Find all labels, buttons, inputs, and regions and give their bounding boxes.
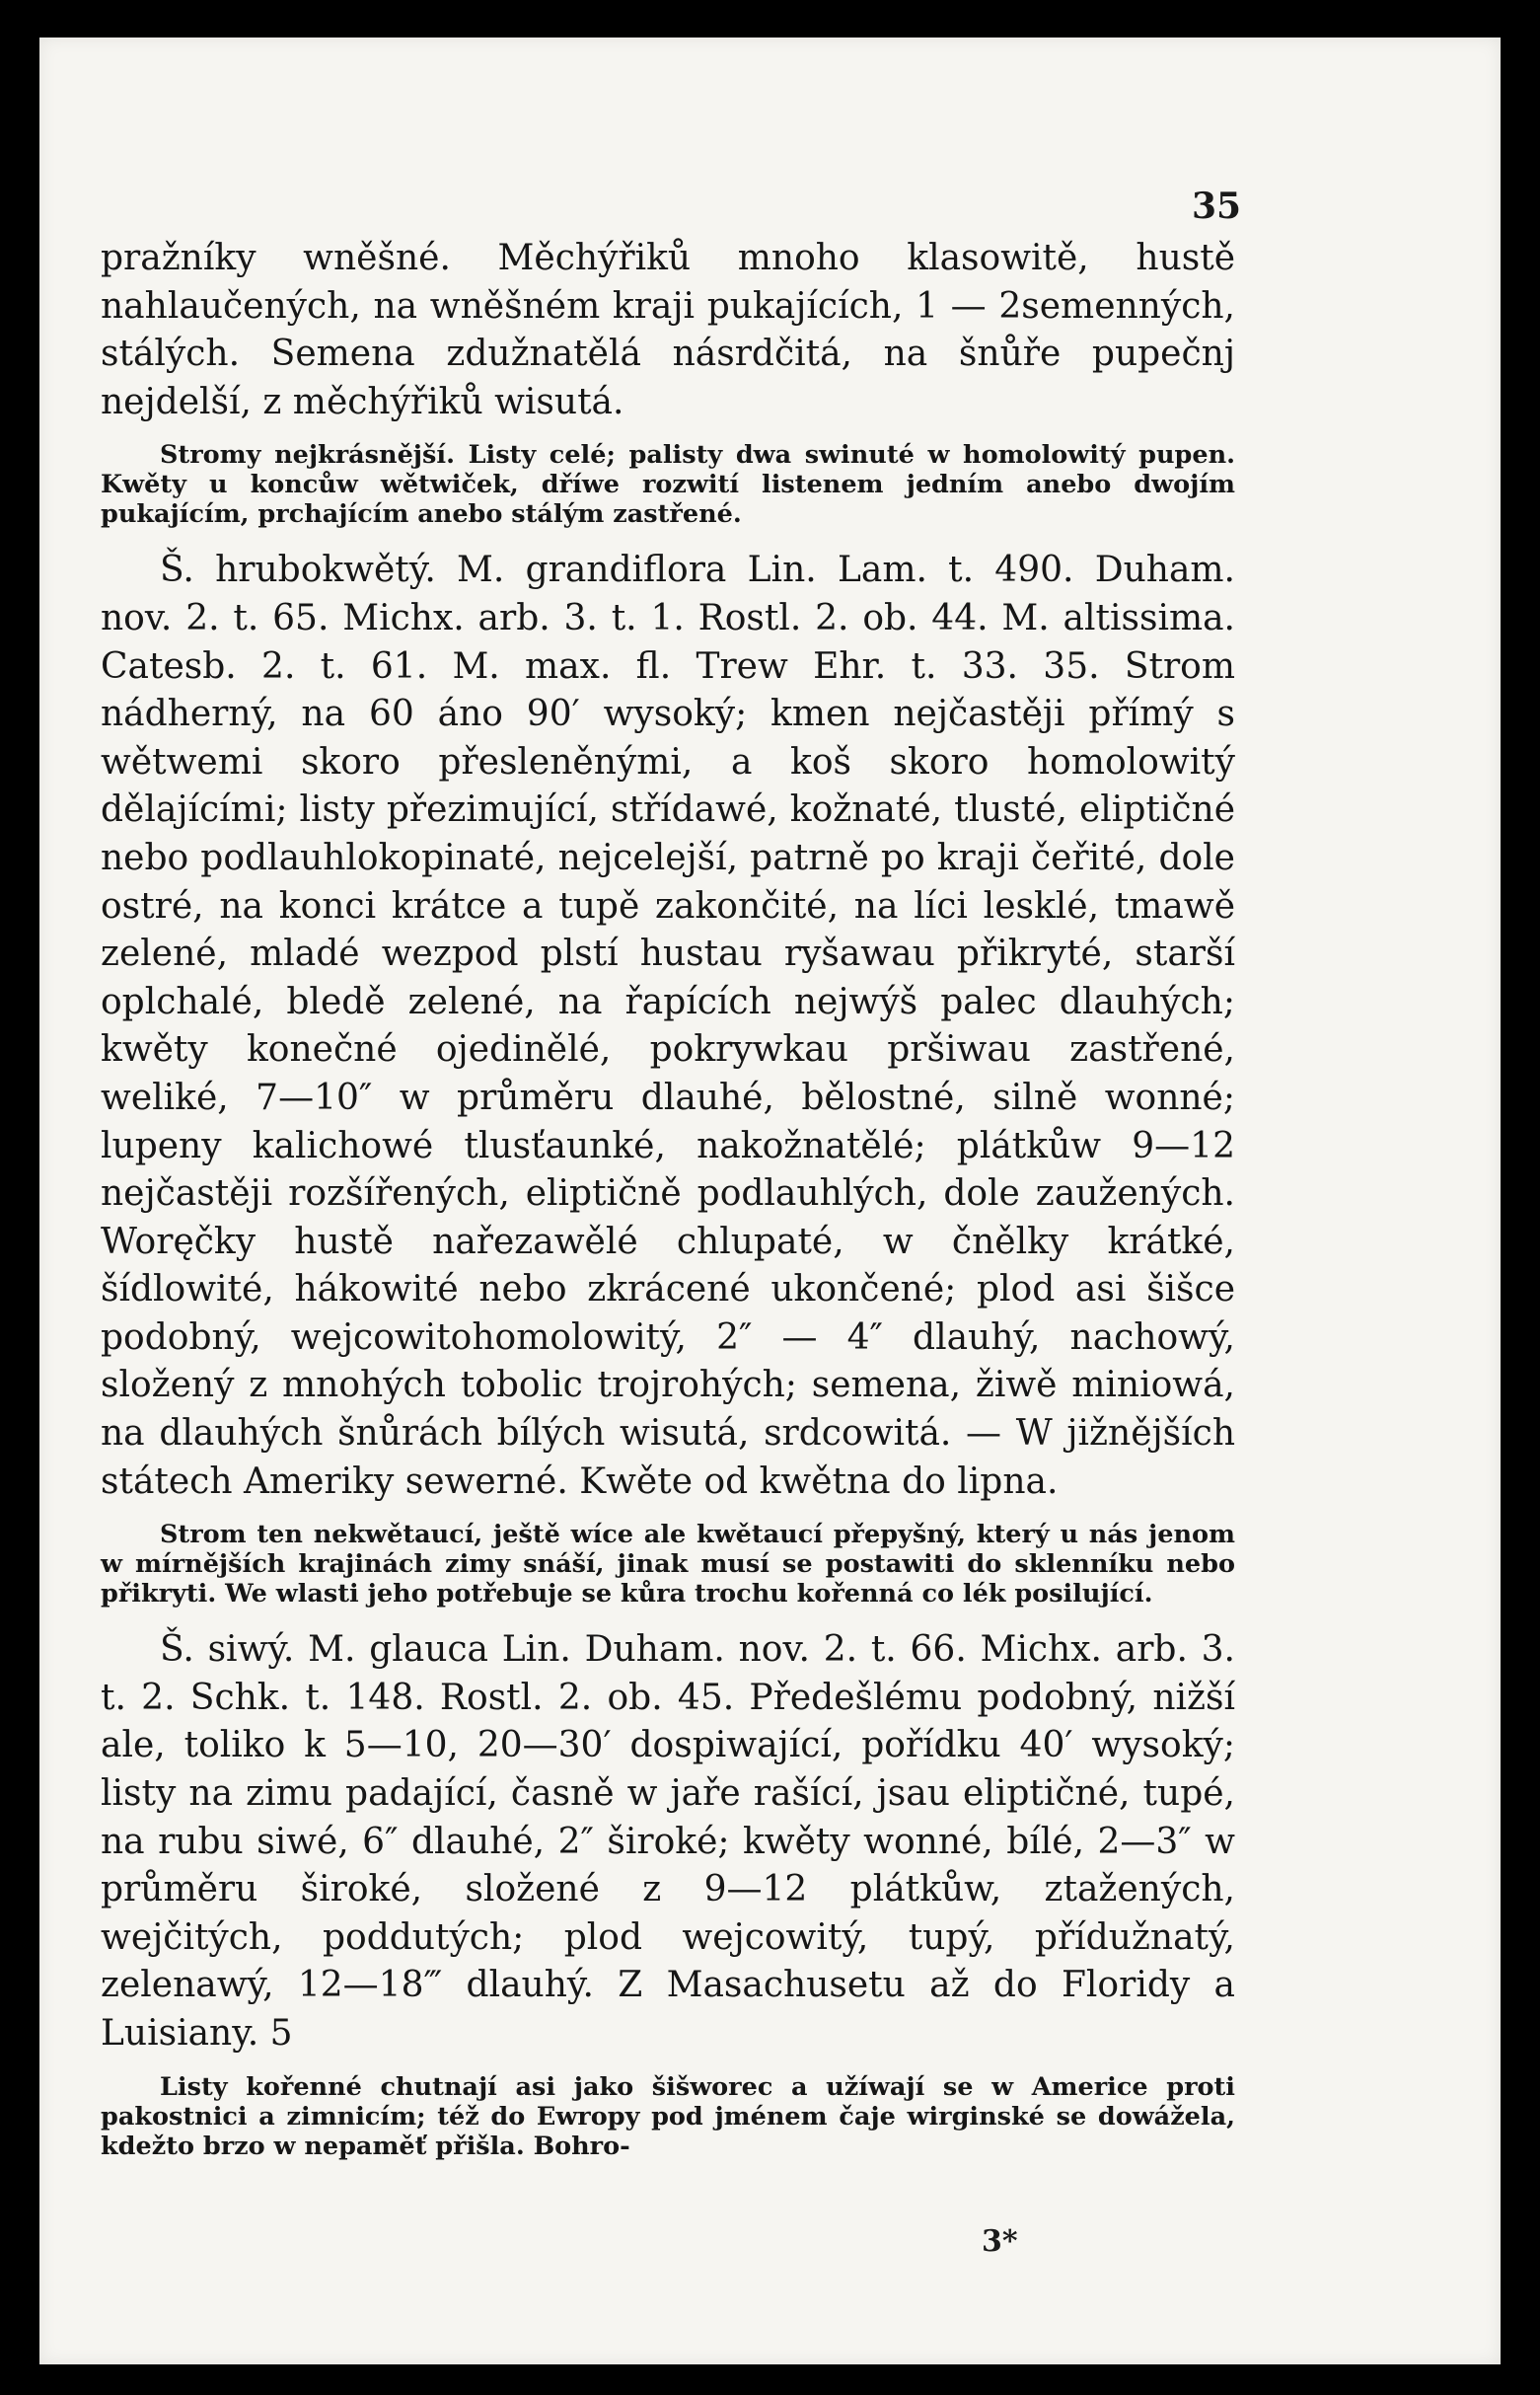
paragraph-fruit-description: pražníky wněšné. Měchýřiků mnoho klasowitě, hustě nahlaučených, na wněšném kraji pukajících, 1 — 2semenných, stálých. Semena zdužnatělá násrdčitá, na šnůře pupečnj nejdelší, z měchýřiků wisutá. <box>101 238 1235 422</box>
page-text <box>101 235 1235 2161</box>
note-genus-traits: Stromy nejkrásnější. Listy celé; palisty dwa swinuté w homolowitý pupen. Kwěty u koncůw wětwiček, dříwe rozwití listenem jedním anebo dwojím pukajícím, prchajícím anebo stálým zastřené. <box>101 440 1235 530</box>
page-number: 35 <box>1192 186 1242 227</box>
book-page <box>39 37 1501 2364</box>
signature-mark: 3* <box>982 2224 1018 2259</box>
paragraph-magnolia-glauca: Š. siwý. M. glauca Lin. Duham. nov. 2. t. 66. Michx. arb. 3. t. 2. Schk. t. 148. Rostl. 2. ob. 45. Předešlému podobný, nižší ale, toliko k 5—10, 20—30′ dospiwající, pořídku 40′ wysoký; listy na zimu padající, časně w jaře rašící, jsau eliptičné, tupé, na rubu siwé, 6″ dlauhé, 2″ široké; kwěty wonné, bílé, 2—3″ w průměru široké, složené z 9—12 plátkůw, ztažených, wejčitých, poddutých; plod wejcowitý, tupý, přídužnatý, zelenawý, 12—18‴ dlauhý. Z Masachusetu až do Floridy a Luisiany. 5 <box>101 1629 1235 2054</box>
note-glauca-use: Listy kořenné chutnají asi jako šišworec a užíwají se w Americe proti pakostnici a zimnicím; též do Ewropy pod jménem čaje wirginské se dowážela, kdežto brzo w nepaměť přišla. Bohro- <box>101 2071 1235 2161</box>
note-grandiflora-use: Strom ten nekwětaucí, ještě wíce ale kwětaucí přepyšný, který u nás jenom w mírnějších krajinách zimy snáší, jinak musí se postawiti do sklenníku nebo přikryti. We wlasti jeho potřebuje se kůra trochu kořenná co lék posilující. <box>101 1520 1235 1609</box>
paragraph-magnolia-grandiflora: Š. hrubokwětý. M. grandiflora Lin. Lam. t. 490. Duham. nov. 2. t. 65. Michx. arb. 3. t. 1. Rostl. 2. ob. 44. M. altissima. Catesb. 2. t. 61. M. max. fl. Trew Ehr. t. 33. 35. Strom nádherný, na 60 áno 90′ wysoký; kmen nejčastěji přímý s wětwemi skoro přesleněnými, a koš skoro homolowitý dělajícími; listy přezimující, střídawé, kožnaté, tlusté, eliptičné nebo podlauhlokopinaté, nejcelejší, patrně po kraji čeřité, dole ostré, na konci krátce a tupě zakončité, na líci lesklé, tmawě zelené, mladé wezpod plstí hustau ryšawau přikryté, starší oplchalé, bledě zelené, na řapících nejwýš palec dlauhých; kwěty konečné ojedinělé, pokrywkau pršiwau zastřené, weliké, 7—10″ w průměru dlauhé, bělostné, silně wonné; lupeny kalichowé tlusťaunké, nakožnatělé; plátkůw 9—12 nejčastěji rozšířených, eliptičně podlauhlých, dole zaužených. Woręčky hustě nařezawělé chlupaté, w čnělky krátké, šídlowité, hákowité nebo zkrácené ukončené; plod asi šišce podobný, wejcowitohomolowitý, 2″ — 4″ dlauhý, nachowý, složený z mnohých tobolic trojrohých; semena, žiwě miniowá, na dlauhých šnůrách bílých wisutá, srdcowitá. — W jižnějších státech Ameriky sewerné. Kwěte od kwětna do lipna. <box>101 550 1235 1502</box>
